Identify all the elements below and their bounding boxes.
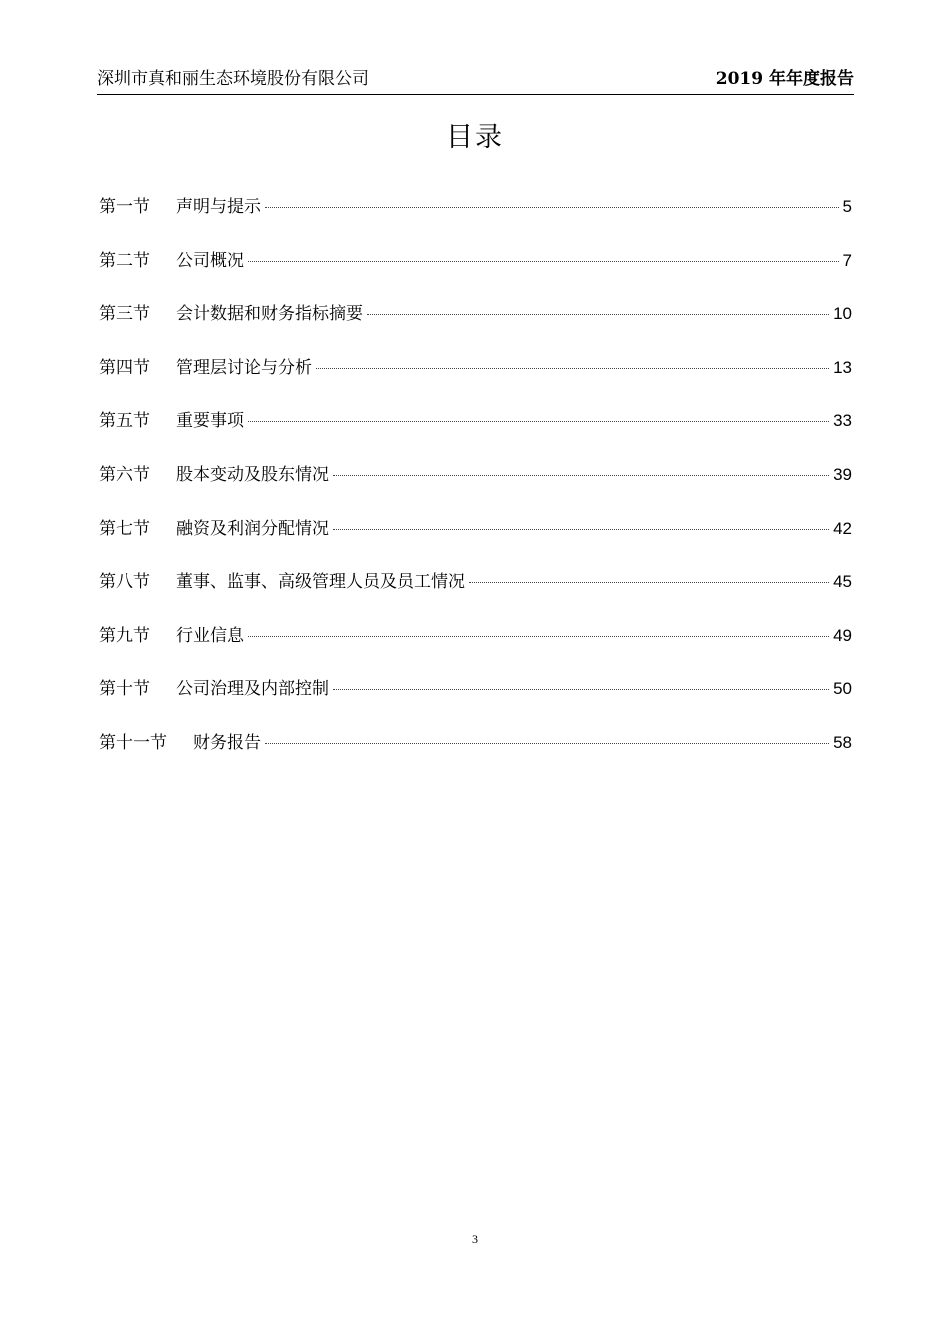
toc-section-label: 第十节: [99, 679, 150, 700]
toc-topic: 会计数据和财务指标摘要: [176, 304, 363, 325]
toc-topic: 行业信息: [176, 625, 244, 646]
toc-dot-leader: [248, 636, 829, 637]
toc-page-number: 45: [833, 572, 852, 592]
toc-dot-leader: [469, 582, 829, 583]
toc-dot-leader: [265, 207, 839, 208]
toc-page-number: 42: [833, 518, 852, 538]
toc-topic: 声明与提示: [176, 197, 261, 217]
toc-dot-leader: [316, 368, 829, 369]
table-of-contents: [99, 193, 852, 783]
toc-title: 目录: [446, 122, 504, 153]
toc-section-label: 第四节: [99, 357, 150, 378]
toc-section-label: 第五节: [99, 411, 150, 432]
page-header: [97, 66, 854, 95]
toc-section-label: 第八节: [99, 572, 150, 593]
toc-topic: 财务报告: [193, 732, 261, 753]
toc-entry-section-1[interactable]: [99, 193, 852, 247]
toc-page-number: 49: [833, 625, 852, 645]
toc-entry-section-5[interactable]: [99, 407, 852, 461]
toc-entry-section-4[interactable]: [99, 354, 852, 408]
toc-topic: 重要事项: [176, 411, 244, 432]
toc-topic: 董事、监事、高级管理人员及员工情况: [176, 572, 465, 593]
toc-dot-leader: [333, 475, 829, 476]
toc-page-number: 33: [833, 411, 852, 431]
toc-page-number: 50: [833, 679, 852, 699]
toc-topic: 管理层讨论与分析: [176, 357, 312, 378]
toc-dot-leader: [248, 261, 839, 262]
toc-page-number: 10: [833, 304, 852, 324]
toc-section-label: 第三节: [99, 304, 150, 325]
page-number: 3: [472, 1232, 478, 1246]
toc-page-number: 7: [842, 250, 852, 270]
toc-section-label: 第十一节: [99, 732, 167, 753]
toc-section-label: 第一节: [99, 197, 150, 217]
toc-entry-section-8[interactable]: [99, 568, 852, 622]
toc-dot-leader: [333, 529, 829, 530]
toc-topic: 公司概况: [176, 250, 244, 271]
toc-topic: 公司治理及内部控制: [176, 679, 329, 700]
toc-page-number: 5: [842, 197, 852, 216]
toc-entry-section-3[interactable]: [99, 300, 852, 354]
toc-topic: 股本变动及股东情况: [176, 464, 329, 485]
header-company-name: 深圳市真和丽生态环境股份有限公司: [97, 69, 369, 89]
toc-entry-section-9[interactable]: [99, 622, 852, 676]
toc-topic: 融资及利润分配情况: [176, 518, 329, 539]
header-report-title: 2019 年年度报告: [715, 69, 854, 89]
toc-dot-leader: [265, 743, 829, 744]
toc-section-label: 第二节: [99, 250, 150, 271]
toc-entry-section-2[interactable]: [99, 247, 852, 301]
toc-entry-section-7[interactable]: [99, 515, 852, 569]
toc-section-label: 第六节: [99, 464, 150, 485]
toc-page-number: 58: [833, 732, 852, 752]
toc-section-label: 第七节: [99, 518, 150, 539]
toc-page-number: 13: [833, 357, 852, 377]
toc-entry-section-11[interactable]: [99, 729, 852, 783]
toc-section-label: 第九节: [99, 625, 150, 646]
toc-dot-leader: [333, 689, 829, 690]
toc-entry-section-10[interactable]: [99, 675, 852, 729]
toc-dot-leader: [248, 421, 829, 422]
toc-entry-section-6[interactable]: [99, 461, 852, 515]
toc-dot-leader: [367, 314, 829, 315]
toc-page-number: 39: [833, 464, 852, 484]
